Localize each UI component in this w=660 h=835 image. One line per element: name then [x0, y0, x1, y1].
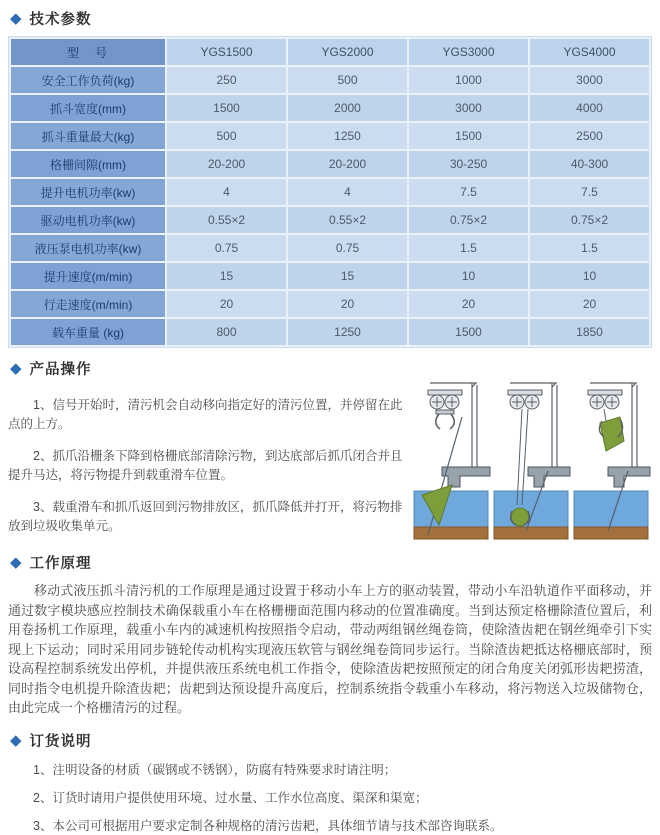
section-title-principle [10, 552, 652, 573]
spec-row-label: 抓斗重量最大(kg) [11, 123, 165, 149]
spec-cell: 3000 [409, 95, 528, 121]
spec-table-row [11, 151, 649, 177]
spec-cell: 0.55×2 [167, 207, 286, 233]
spec-table-header-row [11, 39, 649, 65]
tech-params-title: 技术参数 [29, 12, 92, 28]
spec-cell: 20 [167, 291, 286, 317]
spec-cell: 1250 [288, 123, 407, 149]
spec-cell: 0.75×2 [409, 207, 528, 233]
spec-cell: 1850 [530, 319, 649, 345]
spec-table-row [11, 263, 649, 289]
spec-table-row [11, 319, 649, 345]
operation-step-2: 2、抓爪沿栅条下降到格栅底部清除污物，到达底部后抓爪闭合并且提升马达，将污物提升到载重滑车位置。 [8, 449, 403, 482]
spec-cell: 7.5 [409, 179, 528, 205]
spec-row-label: 提升电机功率(kw) [11, 179, 165, 205]
spec-table-row [11, 123, 649, 149]
spec-cell: 500 [288, 67, 407, 93]
spec-cell: 4000 [530, 95, 649, 121]
spec-cell: 1500 [409, 319, 528, 345]
section-title-ordering [10, 730, 652, 751]
spec-table-row [11, 95, 649, 121]
spec-cell: 40-300 [530, 151, 649, 177]
spec-row-label: 安全工作负荷(kg) [11, 67, 165, 93]
spec-table-row [11, 179, 649, 205]
spec-cell: 15 [167, 263, 286, 289]
spec-table-model-header: YGS2000 [288, 39, 407, 65]
operation-step-1: 1、信号开始时，清污机会自动移向指定好的清污位置，并停留在此点的上方。 [8, 398, 403, 431]
diamond-icon: ◆ [10, 360, 22, 377]
spec-table-header-model-label: 型 号 [11, 39, 165, 65]
operation-title: 产品操作 [29, 362, 92, 378]
operation-section [8, 387, 652, 549]
spec-cell: 1500 [167, 95, 286, 121]
principle-title: 工作原理 [29, 556, 92, 572]
operation-step-3: 3、载重滑车和抓爪返回到污物排放区，抓爪降低并打开，将污物排放到垃圾收集单元。 [8, 500, 403, 533]
spec-table-model-header: YGS4000 [530, 39, 649, 65]
spec-cell: 1000 [409, 67, 528, 93]
spec-table-model-header: YGS3000 [409, 39, 528, 65]
operation-diagram-step-1 [412, 373, 492, 545]
spec-row-label: 抓斗宽度(mm) [11, 95, 165, 121]
spec-row-label: 驱动电机功率(kw) [11, 207, 165, 233]
spec-table-row [11, 291, 649, 317]
spec-cell: 3000 [530, 67, 649, 93]
spec-row-label: 行走速度(m/min) [11, 291, 165, 317]
spec-cell: 1.5 [409, 235, 528, 261]
spec-cell: 10 [530, 263, 649, 289]
operation-diagram-step-3 [572, 373, 652, 545]
spec-row-label: 液压泵电机功率(kw) [11, 235, 165, 261]
spec-cell: 0.75 [288, 235, 407, 261]
spec-cell: 20-200 [167, 151, 286, 177]
spec-cell: 2000 [288, 95, 407, 121]
principle-section [8, 552, 652, 718]
ordering-title: 订货说明 [29, 733, 92, 750]
spec-cell: 20 [288, 291, 407, 317]
spec-cell: 0.75 [167, 235, 286, 261]
spec-cell: 20-200 [288, 151, 407, 177]
spec-cell: 4 [167, 179, 286, 205]
spec-cell: 800 [167, 319, 286, 345]
spec-table [8, 36, 652, 348]
ordering-item-2: 2、订货时请用户提供使用环境、过水量、工作水位高度、渠深和渠宽； [33, 790, 428, 805]
spec-cell: 7.5 [530, 179, 649, 205]
diamond-icon: ◆ [10, 554, 22, 571]
operation-diagram-step-2 [492, 373, 572, 545]
section-title-tech-params [10, 8, 652, 29]
ordering-item-3: 3、本公司可根据用户要求定制各种规格的清污齿耙，具体细节请与技术部咨询联系。 [33, 818, 503, 833]
spec-table-row [11, 67, 649, 93]
spec-row-label: 提升速度(m/min) [11, 263, 165, 289]
diamond-icon: ◆ [10, 731, 22, 749]
ordering-section [8, 730, 652, 835]
spec-cell: 15 [288, 263, 407, 289]
spec-cell: 30-250 [409, 151, 528, 177]
spec-cell: 20 [530, 291, 649, 317]
spec-table-row [11, 235, 649, 261]
spec-cell: 4 [288, 179, 407, 205]
spec-cell: 0.55×2 [288, 207, 407, 233]
spec-cell: 1.5 [530, 235, 649, 261]
spec-cell: 20 [409, 291, 528, 317]
operation-diagrams [406, 373, 652, 549]
spec-row-label: 格栅间隙(mm) [11, 151, 165, 177]
operation-text [8, 387, 406, 549]
spec-cell: 1500 [409, 123, 528, 149]
spec-cell: 500 [167, 123, 286, 149]
spec-cell: 10 [409, 263, 528, 289]
ordering-item-1: 1、注明设备的材质（碳钢或不锈钢），防腐有特殊要求时请注明； [33, 762, 397, 777]
spec-table-model-header: YGS1500 [167, 39, 286, 65]
spec-row-label: 载车重量 (kg) [11, 319, 165, 345]
principle-paragraph: 移动式液压抓斗清污机的工作原理是通过设置于移动小车上方的驱动装置，带动小车沿轨道作平面移动，并通过数字模块感应控制技术确保载重小车在格栅栅面范围内移动的位置准确度。当到达预定格栅除渣位置后，利用卷扬机工作原理，载重小车内的减速机构按照指令启动，带动两组钢丝绳卷筒，使除渣齿耙在钢丝绳牵引下实现上下运动；同时采用同步链轮传动机构实现液压软管与钢丝绳卷筒同步运行。当除渣齿耙抵达格栅底部时，预设高程控制系统发出停机，并提供液压系统电机工作指令，使除渣齿耙按照预定的闭合角度关闭弧形齿耙捞渣，同时指令电机提升除渣齿耙；齿耙到达预设提升高度后，控制系统指令载重小车移动，将污物送入垃圾储物仓，由此完成一个格栅清污的过程。 [8, 583, 652, 715]
spec-cell: 1250 [288, 319, 407, 345]
spec-cell: 250 [167, 67, 286, 93]
spec-cell: 2500 [530, 123, 649, 149]
spec-cell: 0.75×2 [530, 207, 649, 233]
spec-table-row [11, 207, 649, 233]
diamond-icon: ◆ [10, 10, 22, 27]
